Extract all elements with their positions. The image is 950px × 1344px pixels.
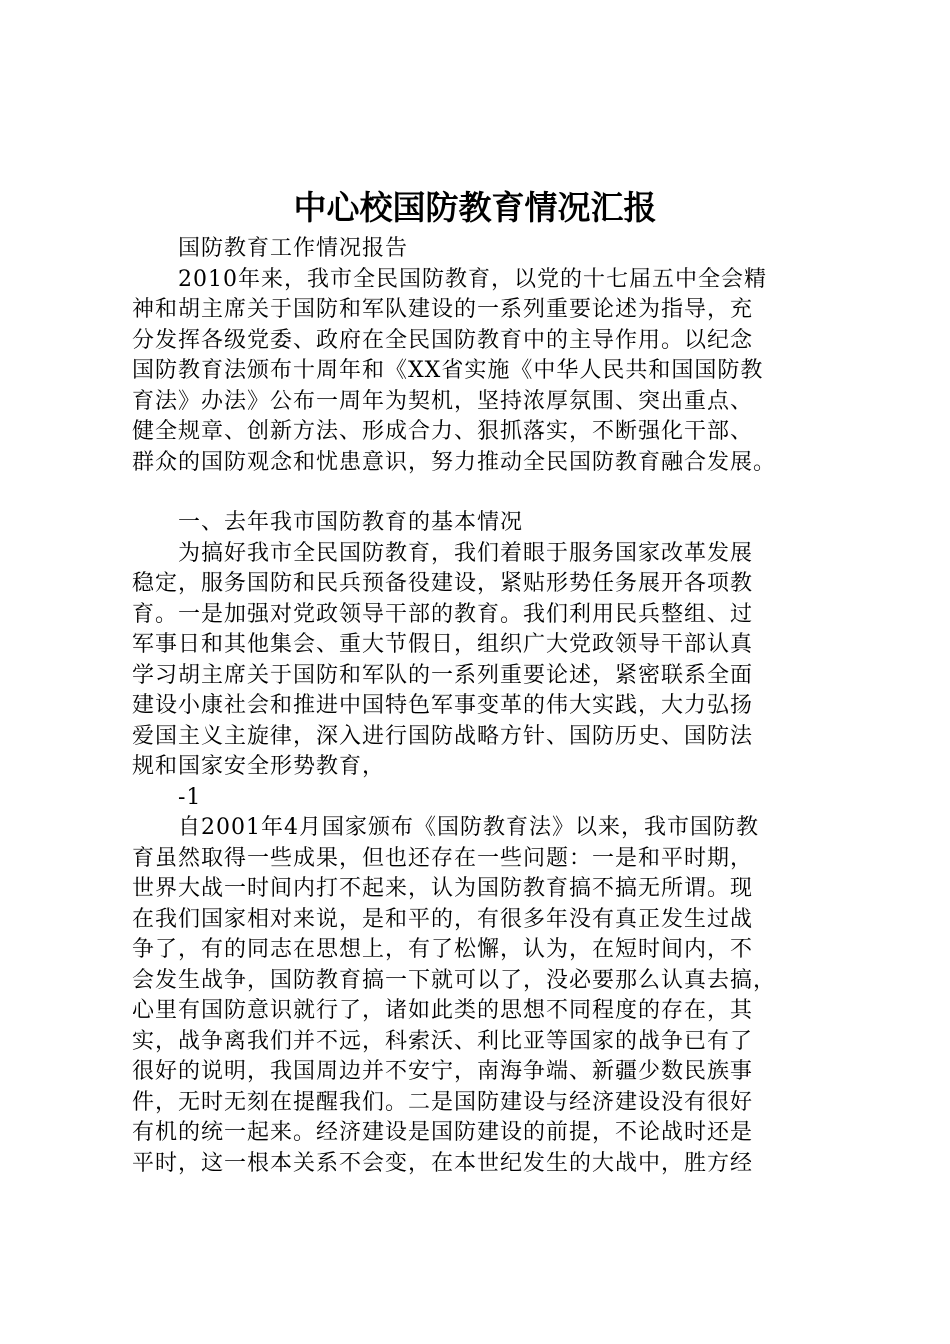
paragraph-line: 分发挥各级党委、政府在全民国防教育中的主导作用。以纪念 — [132, 327, 754, 353]
paragraph-line: 健全规章、创新方法、形成合力、狠抓落实，不断强化干部、 — [132, 419, 754, 444]
document-title: 中心校国防教育情况汇报 — [293, 188, 657, 227]
paragraph-line: 为搞好我市全民国防教育，我们着眼于服务国家改革发展 — [178, 540, 754, 566]
document-body-block-1 — [132, 234, 837, 478]
paragraph-line: 学习胡主席关于国防和军队的一系列重要论述，紧密联系全面 — [132, 662, 754, 688]
section-heading: 一、去年我市国防教育的基本情况 — [178, 510, 524, 535]
paragraph-line: 军事日和其他集会、重大节假日，组织广大党政领导干部认真 — [132, 632, 754, 657]
paragraph-line: 育。一是加强对党政领导干部的教育。我们利用民兵整组、过 — [132, 601, 754, 627]
paragraph-line: 很好的说明，我国周边并不安宁，南海争端、新疆少数民族事 — [132, 1059, 754, 1084]
paragraph-line: 心里有国防意识就行了，诸如此类的思想不同程度的存在，其 — [132, 998, 754, 1023]
paragraph-line: 在我们国家相对来说，是和平的，有很多年没有真正发生过战 — [132, 906, 754, 932]
paragraph-line: 建设小康社会和推进中国特色军事变革的伟大实践，大力弘扬 — [132, 693, 754, 718]
paragraph-line: 2010年来，我市全民国防教育，以党的十七届五中全会精 — [178, 266, 767, 292]
paragraph-line: 育法》办法》公布一周年为契机，坚持浓厚氛围、突出重点、 — [132, 388, 754, 414]
paragraph-line: 群众的国防观念和忧患意识，努力推动全民国防教育融合发展。 — [132, 449, 777, 475]
paragraph-line: 平时，这一根本关系不会变，在本世纪发生的大战中，胜方经 — [132, 1150, 754, 1176]
paragraph-line: 神和胡主席关于国防和军队建设的一系列重要论述为指导，充 — [132, 297, 754, 322]
paragraph-line: 争了，有的同志在思想上，有了松懈，认为，在短时间内，不 — [132, 937, 754, 962]
document-body-block-2 — [132, 508, 837, 1179]
page-marker: -1 — [178, 784, 202, 810]
paragraph-line: 实，战争离我们并不远，科索沃、利比亚等国家的战争已有了 — [132, 1028, 754, 1054]
document-subtitle: 国防教育工作情况报告 — [178, 236, 409, 261]
paragraph-line: 世界大战一时间内打不起来，认为国防教育搞不搞无所谓。现 — [132, 876, 754, 901]
paragraph-line: 国防教育法颁布十周年和《XX省实施《中华人民共和国国防教 — [132, 358, 764, 383]
paragraph-line: 爱国主义主旋律，深入进行国防战略方针、国防历史、国防法 — [132, 723, 754, 749]
paragraph-line: 稳定，服务国防和民兵预备役建设，紧贴形势任务展开各项教 — [132, 571, 754, 596]
paragraph-line: 件，无时无刻在提醒我们。二是国防建设与经济建设没有很好 — [132, 1089, 754, 1115]
paragraph-line: 自2001年4月国家颁布《国防教育法》以来，我市国防教 — [178, 815, 759, 840]
paragraph-line: 会发生战争，国防教育搞一下就可以了，没必要那么认真去搞， — [132, 967, 777, 993]
paragraph-line: 规和国家安全形势教育， — [132, 754, 386, 779]
paragraph-line: 育虽然取得一些成果，但也还存在一些问题：一是和平时期， — [132, 845, 754, 871]
paragraph-line: 有机的统一起来。经济建设是国防建设的前提，不论战时还是 — [132, 1120, 754, 1145]
